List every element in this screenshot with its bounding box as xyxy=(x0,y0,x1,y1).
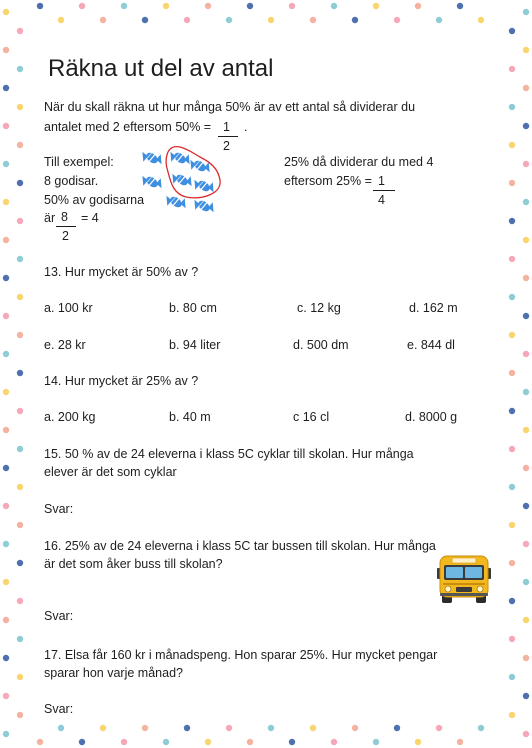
q14-option: b. 40 m xyxy=(169,410,211,424)
q13-option: c. 12 kg xyxy=(297,301,341,315)
candy-icon xyxy=(172,172,191,189)
fraction-numerator: 8 xyxy=(61,210,68,224)
q13-option: b. 94 liter xyxy=(169,338,221,352)
q17-line-1: 17. Elsa får 160 kr i månadspeng. Hon sparar 25%. Hur mycket pengar xyxy=(44,648,438,662)
q15-line-1: 15. 50 % av de 24 eleverna i klass 5C cyklar till skolan. Hur många xyxy=(44,447,414,461)
example-line-2: 8 godisar. xyxy=(44,174,99,188)
school-bus-icon xyxy=(436,554,492,604)
candy-icon xyxy=(194,198,213,215)
q14-option: d. 8000 g xyxy=(405,410,458,424)
q13-option: a. 100 kr xyxy=(44,301,93,315)
q13-text: 13. Hur mycket är 50% av ? xyxy=(44,265,199,279)
fraction-bar xyxy=(56,226,76,227)
fraction-denominator: 2 xyxy=(62,229,69,243)
example-line-1: Till exempel: xyxy=(44,155,114,169)
example-line-4: är xyxy=(44,211,56,225)
q16-line-2: är det som åker buss till skolan? xyxy=(44,557,223,571)
candy-icon xyxy=(142,150,161,167)
q13-option: b. 80 cm xyxy=(169,301,217,315)
q13-option: e. 28 kr xyxy=(44,338,86,352)
q16-line-1: 16. 25% av de 24 eleverna i klass 5C tar bussen till skolan. Hur många xyxy=(44,539,436,553)
intro-line-2: antalet med 2 eftersom 50% = xyxy=(44,120,212,134)
example-right-line-2: eftersom 25% = xyxy=(284,174,372,188)
page-title: Räkna ut del av antal xyxy=(48,55,274,82)
q13-option: e. 844 dl xyxy=(407,338,455,352)
q17-line-2: sparar hon varje månad? xyxy=(44,666,183,680)
q15-line-2: elever är det som cyklar xyxy=(44,465,177,479)
q15-answer-label: Svar: xyxy=(44,502,74,516)
candy-illustration xyxy=(138,144,230,216)
q16-answer-label: Svar: xyxy=(44,609,74,623)
q13-option: d. 162 m xyxy=(409,301,458,315)
fraction-denominator: 4 xyxy=(378,193,385,207)
candy-icon xyxy=(142,174,161,191)
example-right-line-1: 25% då dividerar du med 4 xyxy=(284,155,434,169)
q14-text: 14. Hur mycket är 25% av ? xyxy=(44,374,199,388)
fraction-bar xyxy=(218,136,238,137)
fraction-numerator: 1 xyxy=(378,174,385,188)
example-line-3: 50% av godisarna xyxy=(44,193,145,207)
intro-line-1: När du skall räkna ut hur många 50% är av ett antal så dividerar du xyxy=(44,100,416,114)
q13-option: d. 500 dm xyxy=(293,338,349,352)
q14-option: c 16 cl xyxy=(293,410,330,424)
candy-icon xyxy=(170,150,189,167)
q14-option: a. 200 kg xyxy=(44,410,96,424)
fraction-numerator: 1 xyxy=(223,120,230,134)
candy-icon xyxy=(194,178,213,195)
example-result: = 4 xyxy=(81,211,99,225)
intro-period: . xyxy=(244,120,248,134)
fraction-bar xyxy=(373,190,395,191)
fraction-denominator: 2 xyxy=(223,139,230,153)
q17-answer-label: Svar: xyxy=(44,702,74,716)
